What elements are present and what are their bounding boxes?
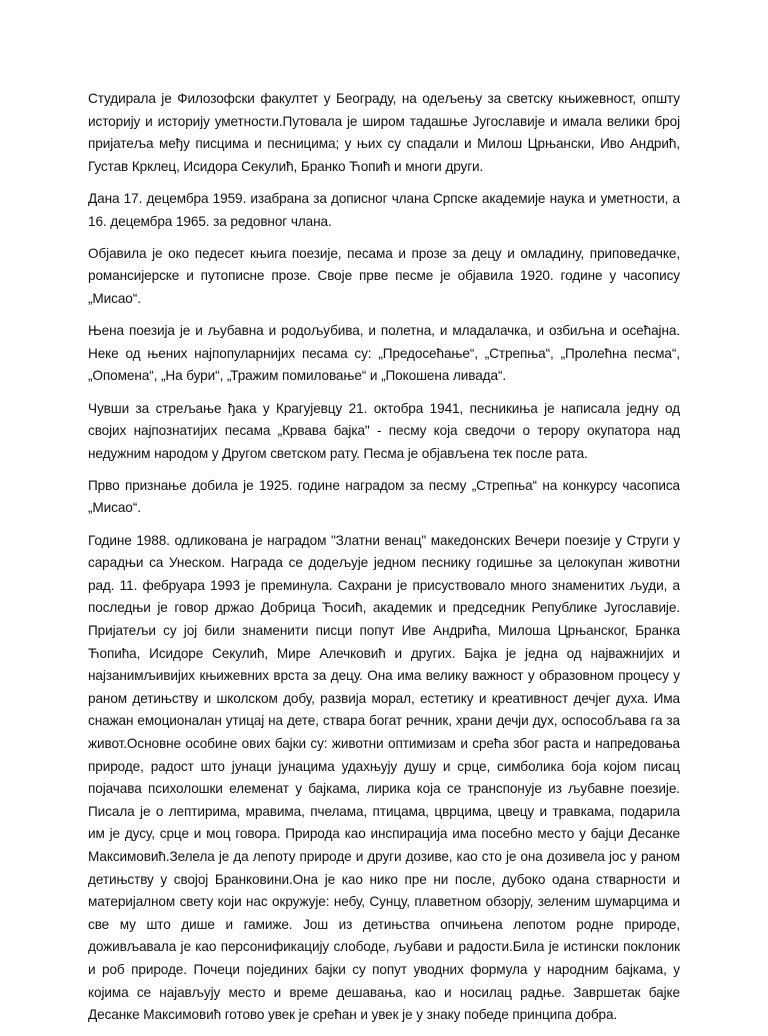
paragraph-later-life: Године 1988. одликована је наградом "Златни венац" македонских Вечери поезије у Струги у сарадњи са Унеском. Награда се додељује једном песнику годишње за целокупан животни рад. 11. фебруара 1993 је преминула. Сахрани је присуствовало много знаменитих људи, а последњи је говор држао Добрица Ћосић, академик и председник Републике Југославије. Пријатељи су јој били знаменити писци попут Иве Андрића, Милоша Црњанског, Бранка Ћопића, Исидоре Секулић, Мире Алечковић и других. Бајка је једна од најважнијих и најзанимљивијих књижевних врста за децу. Она има велику важност у образовном процесу у раном детињству и школском добу, развија морал, естетику и креативност дечјег духа. Има снажан емоционалан утицај на дете, ствара богат речник, храни дечји дух, оспособљава га за живот.Основне особине ових бајки су: животни оптимизам и срећа због раста и напредовања природе, радост што јунаци јунацима удахњују душу и срце, симболика боја којом писац појачава психолошки елеменат у бајкама, лирика која се транспонује из љубавне поезије. Писала је о лептирима, мравима, пчелама, птицама, цврцима, цвецу и травкама, подарила им је дусу, срце и моц говора. Природа као инспирација има посебно место у бајци Десанке Максимовић.Зелела је да лепоту природе и други дозиве, као сто је она дозивела јос у раном детињству у својој Бранковини.Она је као нико пре ни после, дубоко одана стварности и материјалном свету који нас окружује: небу, Сунцу, плаветном обзорју, зеленим шумарцима и све му што дише и гамиже. Још из детињства опчињена лепотом родне природе, доживљавала је као персонификацију слободе, љубави и радости.Била је истински поклоник и роб природе. Почеци појединих бајки су попут уводних формула у народним бајкама, у којима се најављују место и време дешавања, као и носилац радње. Завршетак бајке Десанке Максимовић готово увек је срећан и увек је у знаку победе принципа добра. [88, 532, 680, 1023]
paragraph-bloody-fairytale: Чувши за стрељање ђака у Крагујевцу 21. октобра 1941, песникиња је написала једну од својих најпознатијих песама „Крвава бајка" - песму која сведочи о терору окупатора над недужним народом у Другом светском рату. Песма је објављена тек после рата. [88, 400, 680, 461]
paragraph-studies: Студирала је Филозофски факултет у Београду, на одељењу за светску књижевност, општу историју и историју уметности.Путовала је широм тадашње Југославије и имала велики број пријатеља међу писцима и песницима; у њих су спадали и Милош Црњански, Иво Андрић, Густав Крклец, Исидора Секулић, Бранко Ћопић и многи други. [88, 91, 680, 174]
paragraph-publications: Објавила је око педесет књига поезије, песама и прозе за децу и омладину, приповедачке, романсијерске и путописне прозе. Своје прве песме је објавила 1920. године у часопису „Мисао“. [88, 245, 680, 306]
document-page [88, 88, 680, 1036]
paragraph-poetry: Њена поезија је и љубавна и родољубива, и полетна, и младалачка, и озбиљна и осећајна. Неке од њених најпопуларнијих песама су: „Предосећање“, „Стрепња“, „Пролећна песма“, „Опомена“, „На бури“, „Тражим помиловање“ и „Покошена ливада“. [88, 323, 680, 384]
paragraph-academy: Дана 17. децембра 1959. изабрана за дописног члана Српске академије наука и уметности, а 16. децембра 1965. за редовног члана. [88, 190, 680, 229]
paragraph-first-award: Прво признање добила је 1925. године наградом за песму „Стрепња“ на конкурсу часописа „Мисао“. [88, 477, 680, 516]
